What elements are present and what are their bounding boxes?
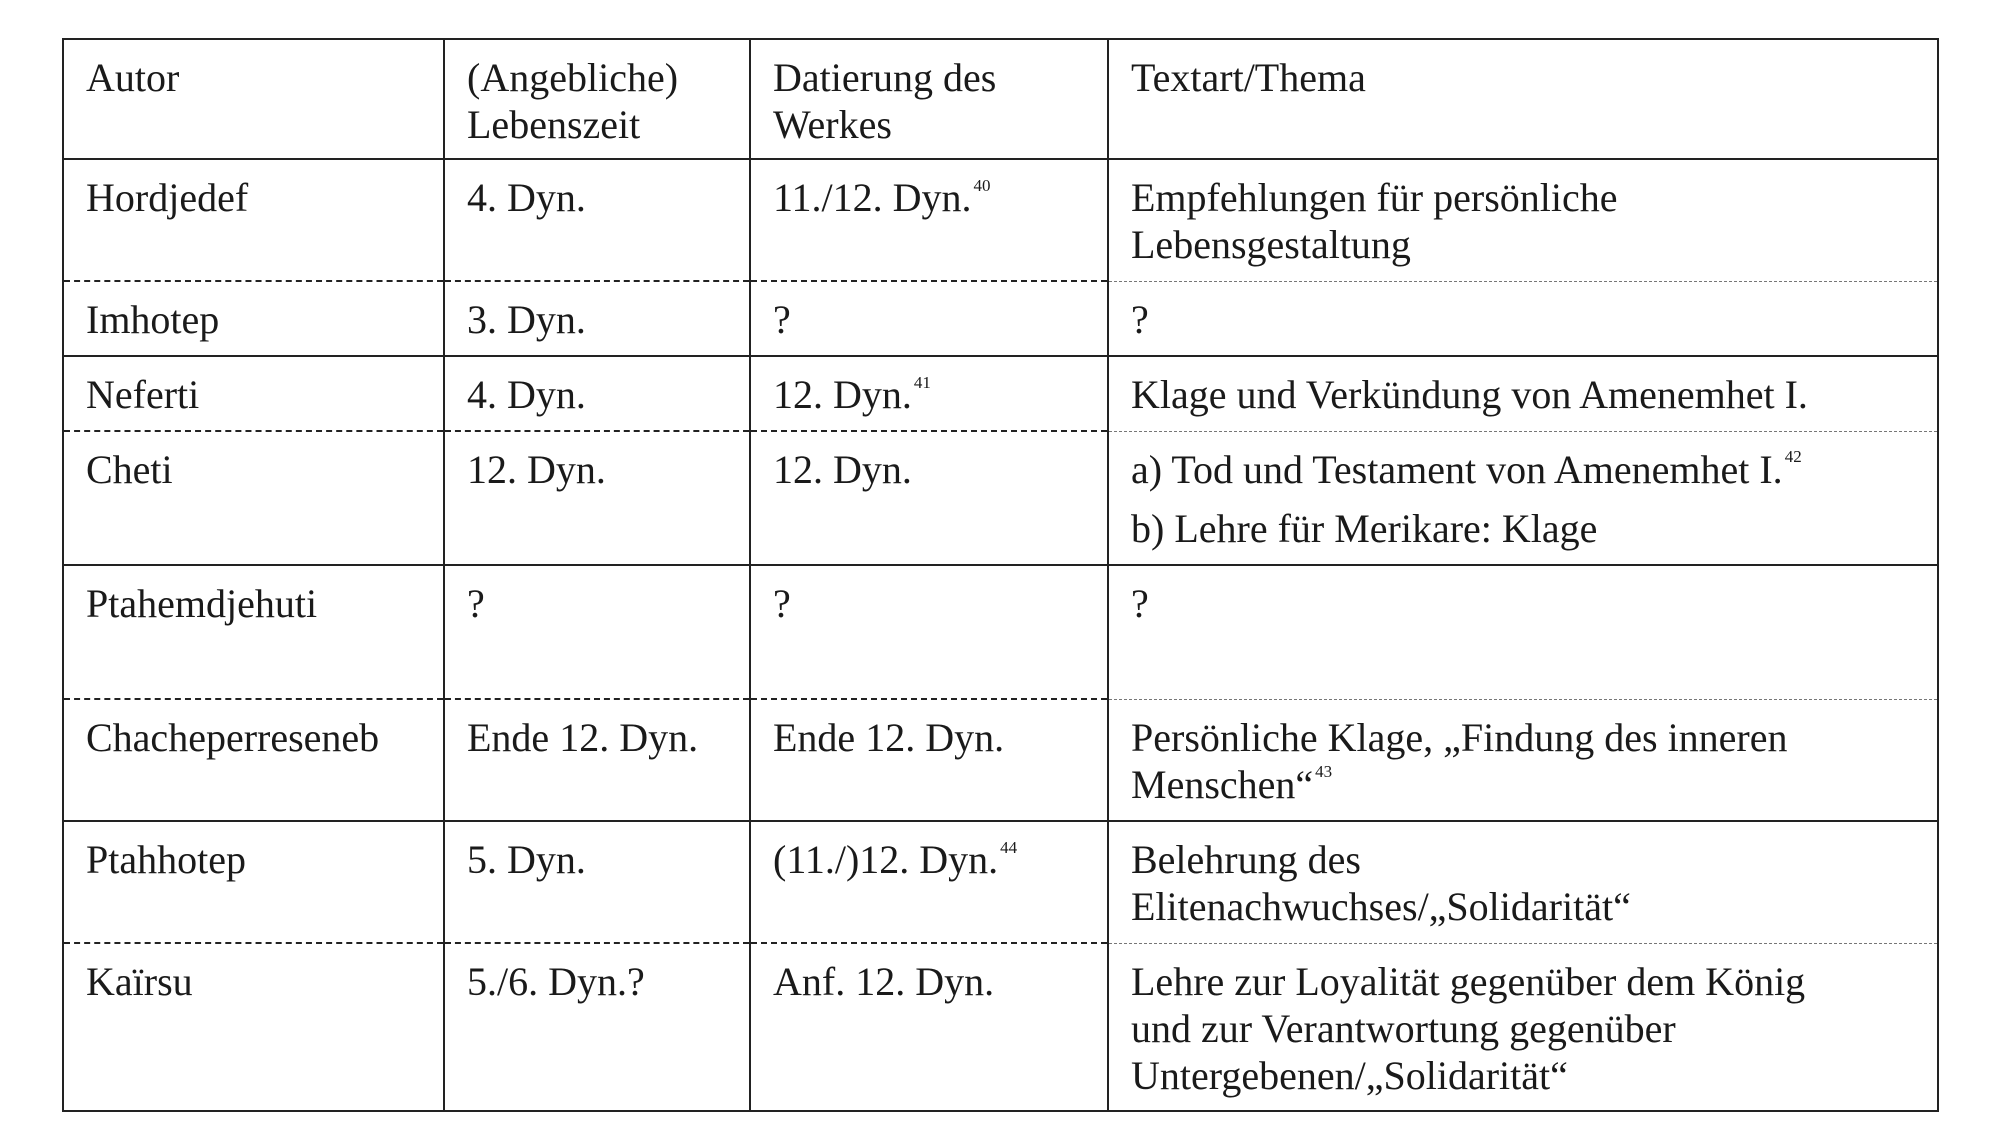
footnote-marker: 43 — [1315, 762, 1333, 782]
cell-datierung: 12. Dyn. $^{41}$ — [750, 356, 1108, 431]
header-autor: Autor — [63, 39, 444, 159]
header-datierung: Datierung des Werkes — [750, 39, 1108, 159]
table-row — [63, 356, 1938, 431]
cell-autor: Neferti — [63, 356, 444, 431]
footnote-marker: 40 — [973, 175, 991, 195]
footnote-marker: 44 — [1000, 837, 1018, 857]
cell-thema: Belehrung des Elitenachwuchses/„Solidarität“ — [1108, 821, 1938, 943]
cell-thema: ? — [1108, 281, 1938, 356]
cell-thema: Persönliche Klage, „Findung des inneren Menschen“ $^{43}$ — [1108, 699, 1938, 821]
cell-lebenszeit: 12. Dyn. — [444, 431, 750, 565]
cell-autor: Chacheperreseneb — [63, 699, 444, 821]
cell-thema: ? — [1108, 565, 1938, 699]
table-row — [63, 159, 1938, 281]
table-row — [63, 565, 1938, 699]
table-row — [63, 943, 1938, 1111]
cell-datierung: 11./12. Dyn. $^{40}$ — [750, 159, 1108, 281]
cell-autor: Cheti — [63, 431, 444, 565]
cell-lebenszeit: 5. Dyn. — [444, 821, 750, 943]
cell-lebenszeit: 3. Dyn. — [444, 281, 750, 356]
cell-datierung: Anf. 12. Dyn. — [750, 943, 1108, 1111]
header-thema: Textart/Thema — [1108, 39, 1938, 159]
cell-lebenszeit: Ende 12. Dyn. — [444, 699, 750, 821]
cell-datierung: ? — [750, 281, 1108, 356]
table-row — [63, 699, 1938, 821]
footnote-marker: 42 — [1784, 447, 1802, 467]
header-row — [63, 39, 1938, 159]
cell-lebenszeit: 4. Dyn. — [444, 356, 750, 431]
cell-autor: Ptahemdjehuti — [63, 565, 444, 699]
dynasty-authors-table — [62, 38, 1939, 1112]
table-row — [63, 431, 1938, 565]
header-lebenszeit: (Angebliche) Lebenszeit — [444, 39, 750, 159]
cell-datierung: Ende 12. Dyn. — [750, 699, 1108, 821]
cell-datierung: 12. Dyn. — [750, 431, 1108, 565]
cell-datierung: ? — [750, 565, 1108, 699]
cell-lebenszeit: ? — [444, 565, 750, 699]
table-row — [63, 281, 1938, 356]
table-row — [63, 821, 1938, 943]
cell-lebenszeit: 4. Dyn. — [444, 159, 750, 281]
cell-autor: Hordjedef — [63, 159, 444, 281]
cell-autor: Ptahhotep — [63, 821, 444, 943]
footnote-marker: 41 — [913, 372, 931, 392]
cell-thema: a) Tod und Testament von Amenemhet I. $^{42}$ b) Lehre für Merikare: Klage — [1108, 431, 1938, 565]
cell-thema: Klage und Verkündung von Amenemhet I. — [1108, 356, 1938, 431]
cell-autor: Imhotep — [63, 281, 444, 356]
cell-thema: Empfehlungen für persönliche Lebensgestaltung — [1108, 159, 1938, 281]
cell-thema: Lehre zur Loyalität gegenüber dem König und zur Verantwortung gegenüber Untergebenen/„Solidarität“ — [1108, 943, 1938, 1111]
cell-lebenszeit: 5./6. Dyn.? — [444, 943, 750, 1111]
cell-datierung: (11./)12. Dyn. $^{44}$ — [750, 821, 1108, 943]
cell-autor: Kaïrsu — [63, 943, 444, 1111]
